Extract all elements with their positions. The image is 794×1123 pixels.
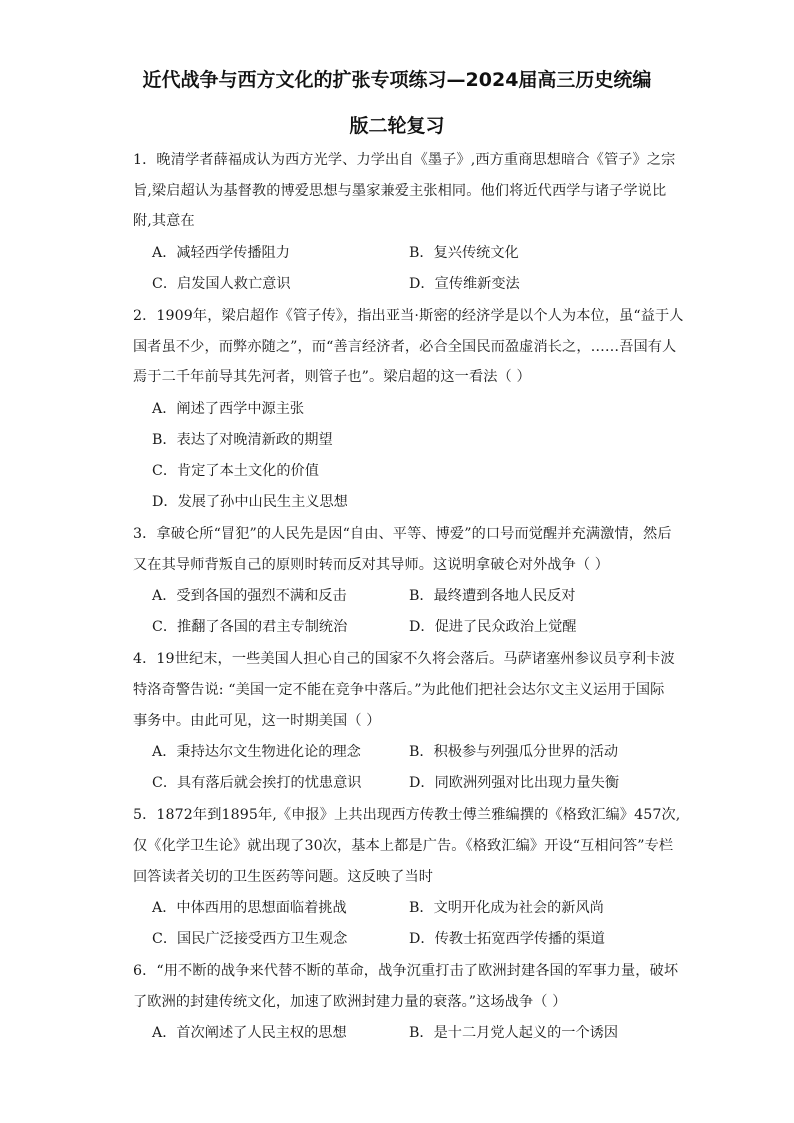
question-3-option-d: D．促进了民众政治上觉醒 [409, 619, 577, 635]
question-6-stem-line-2: 了欧洲的封建传统文化，加速了欧洲封建力量的衰落。”这场战争（ ） [133, 994, 567, 1010]
question-3-option-b: B．最终遭到各地人民反对 [409, 588, 576, 604]
question-5-stem-line-3: 回答读者关切的卫生医药等问题。这反映了当时 [133, 869, 434, 885]
question-3-option-a: A．受到各国的强烈不满和反击 [152, 588, 347, 604]
question-2-option-d: D．发展了孙中山民生主义思想 [152, 494, 348, 510]
question-3-option-c: C．推翻了各国的君主专制统治 [152, 619, 348, 635]
question-2-stem-line-3: 焉于二千年前导其先河者，则管子也”。梁启超的这一看法（ ） [133, 369, 531, 385]
question-6-option-b: B．是十二月党人起义的一个诱因 [409, 1025, 619, 1041]
question-4-stem-line-3: 事务中。由此可见，这一时期美国（ ） [133, 713, 381, 729]
question-4-option-d: D．同欧洲列强对比出现力量失衡 [409, 775, 620, 791]
question-5-stem-line-2: 仅《化学卫生论》就出现了30次，基本上都是广告。《格致汇编》开设“互相问答”专栏 [133, 838, 674, 854]
question-1-option-c: C．启发国人救亡意识 [152, 276, 291, 292]
question-2-option-a: A．阐述了西学中源主张 [152, 401, 305, 417]
question-5-option-d: D．传教士拓宽西学传播的渠道 [409, 931, 605, 947]
question-5-option-c: C．国民广泛接受西方卫生观念 [152, 931, 348, 947]
question-2-option-c: C．肯定了本土文化的价值 [152, 463, 319, 479]
document-title-line-2: 版二轮复习 [349, 115, 445, 137]
question-4-option-a: A．秉持达尔文生物进化论的理念 [152, 744, 361, 760]
question-5-option-a: A．中体西用的思想面临着挑战 [152, 900, 347, 916]
question-3-stem-line-2: 又在其导师背叛自己的原则时转而反对其导师。这说明拿破仑对外战争（ ） [133, 557, 610, 573]
question-4-stem-line-2: 特洛奇警告说: “美国一定不能在竞争中落后。”为此他们把社会达尔文主义运用于国际 [133, 682, 665, 698]
question-6-stem-line-1: 6．“用不断的战争来代替不断的革命，战争沉重打击了欧洲封建各国的军事力量，破坏 [133, 963, 679, 979]
question-2-stem-line-1: 2．1909年，梁启超作《管子传》，指出亚当·斯密的经济学是以个人为本位，虽“益于人 [133, 308, 684, 324]
question-2-stem-line-2: 国者虽不少，而弊亦随之”，而“善言经济者，必合全国民而盈虚消长之，……吾国有人 [133, 339, 677, 355]
question-5-stem-line-1: 5．1872年到1895年,《申报》上共出现西方传教士傅兰雅编撰的《格致汇编》457次, [133, 807, 681, 823]
question-1-stem-line-2: 旨,梁启超认为基督教的博爱思想与墨家兼爱主张相同。他们将近代西学与诸子学说比 [133, 183, 667, 199]
question-1-option-b: B．复兴传统文化 [409, 245, 519, 261]
question-1-stem-line-1: 1．晚清学者薛福成认为西方光学、力学出自《墨子》,西方重商思想暗合《管子》之宗 [133, 152, 676, 168]
question-2-option-b: B．表达了对晚清新政的期望 [152, 432, 333, 448]
question-1-stem-line-3: 附,其意在 [133, 213, 195, 229]
question-1-option-d: D．宣传维新变法 [409, 276, 520, 292]
question-4-option-b: B．积极参与列强瓜分世界的活动 [409, 744, 619, 760]
question-1-option-a: A．减轻西学传播阻力 [152, 245, 290, 261]
question-3-stem-line-1: 3．拿破仑所“冒犯”的人民先是因“自由、平等、博爱”的口号而觉醒并充满激情，然后 [133, 526, 672, 542]
document-title-line-1: 近代战争与西方文化的扩张专项练习—2024届高三历史统编 [142, 69, 652, 91]
question-5-option-b: B．文明开化成为社会的新风尚 [409, 900, 604, 916]
question-4-stem-line-1: 4．19世纪末，一些美国人担心自己的国家不久将会落后。马萨诸塞州参议员亨利卡波 [133, 651, 675, 667]
question-6-option-a: A．首次阐述了人民主权的思想 [152, 1025, 347, 1041]
question-4-option-c: C．具有落后就会挨打的忧患意识 [152, 775, 362, 791]
